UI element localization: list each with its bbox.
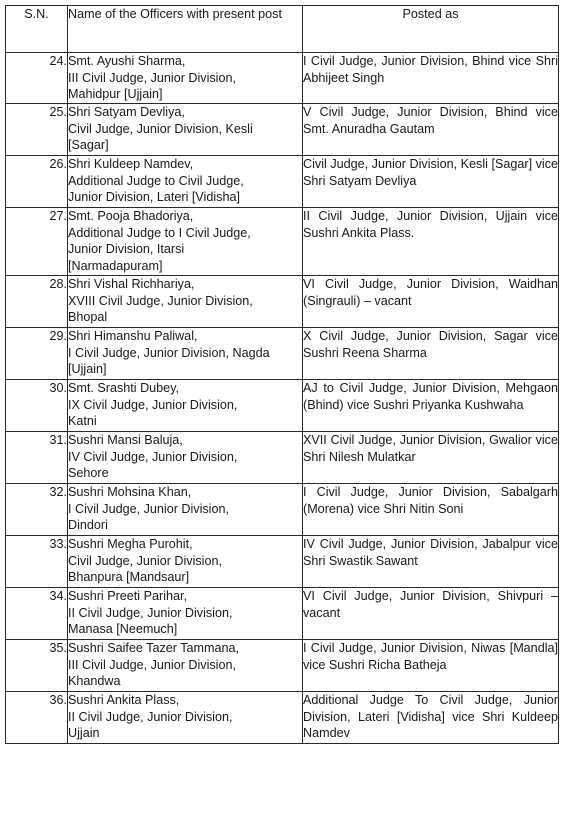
table-row: [6, 484, 559, 536]
officer-present-post-line: Manasa [Neemuch]: [68, 622, 178, 636]
serial-number-cell: 25.: [6, 104, 68, 156]
officer-cell: [68, 380, 303, 432]
officer-present-post-line: Junior Division, Lateri [Vidisha]: [68, 190, 240, 204]
table-row: [6, 380, 559, 432]
officer-name: Sushri Mohsina Khan,: [68, 485, 192, 499]
officer-name: Sushri Ankita Plass,: [68, 693, 180, 707]
table-row: [6, 588, 559, 640]
officer-present-post-line: Additional Judge to Civil Judge,: [68, 173, 244, 188]
table-row: [6, 276, 559, 328]
officer-present-post-line: Sehore: [68, 466, 109, 480]
serial-number-cell: 31.: [6, 432, 68, 484]
posted-as-cell: AJ to Civil Judge, Junior Division, Mehgaon (Bhind) vice Sushri Priyanka Kushwaha: [303, 380, 559, 432]
header-officer-name: Name of the Officers with present post: [68, 6, 303, 53]
posted-as-cell: II Civil Judge, Junior Division, Ujjain vice Sushri Ankita Plass.: [303, 208, 559, 276]
table-row: [6, 156, 559, 208]
posted-as-cell: Additional Judge To Civil Judge, Junior Division, Lateri [Vidisha] vice Shri Kuldeep Namdev: [303, 692, 559, 744]
table-row: [6, 692, 559, 744]
officer-name: Smt. Ayushi Sharma,: [68, 54, 186, 68]
serial-number-cell: 36.: [6, 692, 68, 744]
officer-name: Sushri Megha Purohit,: [68, 537, 193, 551]
table-body: [6, 53, 559, 744]
posted-as-cell: I Civil Judge, Junior Division, Sabalgarh (Morena) vice Shri Nitin Soni: [303, 484, 559, 536]
officer-present-post-line: II Civil Judge, Junior Division,: [68, 605, 233, 620]
officer-present-post-line: Katni: [68, 414, 97, 428]
serial-number-cell: 33.: [6, 536, 68, 588]
officer-present-post-line: XVIII Civil Judge, Junior Division,: [68, 293, 253, 308]
posted-as-cell: X Civil Judge, Junior Division, Sagar vice Sushri Reena Sharma: [303, 328, 559, 380]
serial-number-cell: 28.: [6, 276, 68, 328]
officer-name: Sushri Preeti Parihar,: [68, 589, 187, 603]
serial-number-cell: 26.: [6, 156, 68, 208]
officer-name: Smt. Pooja Bhadoriya,: [68, 209, 194, 223]
officer-cell: [68, 640, 303, 692]
table-row: [6, 104, 559, 156]
officer-present-post-line: I Civil Judge, Junior Division,: [68, 501, 229, 516]
officer-cell: [68, 328, 303, 380]
officer-present-post-line: III Civil Judge, Junior Division,: [68, 657, 236, 672]
officer-present-post-line: IV Civil Judge, Junior Division,: [68, 449, 238, 464]
posted-as-cell: XVII Civil Judge, Junior Division, Gwalior vice Shri Nilesh Mulatkar: [303, 432, 559, 484]
officer-cell: [68, 432, 303, 484]
officer-present-post-line: Bhopal: [68, 310, 108, 324]
serial-number-cell: 34.: [6, 588, 68, 640]
officer-present-post-line: [Ujjain]: [68, 362, 107, 376]
header-sn: S.N.: [6, 6, 68, 53]
officer-name: Shri Vishal Richhariya,: [68, 277, 195, 291]
officer-cell: [68, 588, 303, 640]
serial-number-cell: 35.: [6, 640, 68, 692]
officer-present-post-line: IX Civil Judge, Junior Division,: [68, 397, 238, 412]
officer-present-post-line: Civil Judge, Junior Division,: [68, 553, 222, 568]
table-row: [6, 53, 559, 104]
officer-present-post-line: Khandwa: [68, 674, 121, 688]
posted-as-cell: VI Civil Judge, Junior Division, Shivpuri – vacant: [303, 588, 559, 640]
officer-present-post-line: [Narmadapuram]: [68, 258, 163, 273]
officer-cell: [68, 692, 303, 744]
officer-cell: [68, 536, 303, 588]
table-row: [6, 208, 559, 276]
table-row: [6, 432, 559, 484]
officer-cell: [68, 276, 303, 328]
posted-as-cell: V Civil Judge, Junior Division, Bhind vice Smt. Anuradha Gautam: [303, 104, 559, 156]
officer-cell: [68, 208, 303, 276]
officer-name: Sushri Saifee Tazer Tammana,: [68, 641, 240, 655]
officer-cell: [68, 53, 303, 104]
officer-present-post-line: I Civil Judge, Junior Division, Nagda: [68, 345, 270, 360]
officer-present-post-line: II Civil Judge, Junior Division,: [68, 709, 233, 724]
officer-name: Sushri Mansi Baluja,: [68, 433, 183, 447]
table-row: [6, 536, 559, 588]
header-row: [6, 6, 559, 53]
table-row: [6, 640, 559, 692]
serial-number-cell: 27.: [6, 208, 68, 276]
officer-present-post-line: Ujjain: [68, 726, 100, 740]
officer-present-post-line: Civil Judge, Junior Division, Kesli: [68, 121, 253, 136]
posted-as-cell: I Civil Judge, Junior Division, Bhind vice Shri Abhijeet Singh: [303, 53, 559, 104]
posted-as-cell: I Civil Judge, Junior Division, Niwas [Mandla] vice Sushri Richa Batheja: [303, 640, 559, 692]
table-row: [6, 328, 559, 380]
officer-name: Shri Kuldeep Namdev,: [68, 157, 194, 171]
officer-cell: [68, 104, 303, 156]
officer-present-post-line: Mahidpur [Ujjain]: [68, 87, 163, 101]
officer-name: Smt. Srashti Dubey,: [68, 381, 180, 395]
serial-number-cell: 29.: [6, 328, 68, 380]
officer-cell: [68, 484, 303, 536]
posted-as-cell: VI Civil Judge, Junior Division, Waidhan (Singrauli) – vacant: [303, 276, 559, 328]
officer-present-post-line: Additional Judge to I Civil Judge,: [68, 225, 251, 240]
officer-present-post-line: Dindori: [68, 518, 108, 532]
officer-cell: [68, 156, 303, 208]
posted-as-cell: IV Civil Judge, Junior Division, Jabalpur vice Shri Swastik Sawant: [303, 536, 559, 588]
serial-number-cell: 24.: [6, 53, 68, 104]
officer-present-post-line: Bhanpura [Mandsaur]: [68, 570, 190, 584]
officer-present-post-line: III Civil Judge, Junior Division,: [68, 70, 236, 85]
postings-table: [5, 5, 559, 744]
serial-number-cell: 32.: [6, 484, 68, 536]
officer-present-post-line: Junior Division, Itarsi: [68, 242, 185, 256]
officer-name: Shri Satyam Devliya,: [68, 105, 185, 119]
header-posted-as: Posted as: [303, 6, 559, 53]
serial-number-cell: 30.: [6, 380, 68, 432]
posted-as-cell: Civil Judge, Junior Division, Kesli [Sagar] vice Shri Satyam Devliya: [303, 156, 559, 208]
officer-present-post-line: [Sagar]: [68, 138, 109, 152]
officer-name: Shri Himanshu Paliwal,: [68, 329, 198, 343]
